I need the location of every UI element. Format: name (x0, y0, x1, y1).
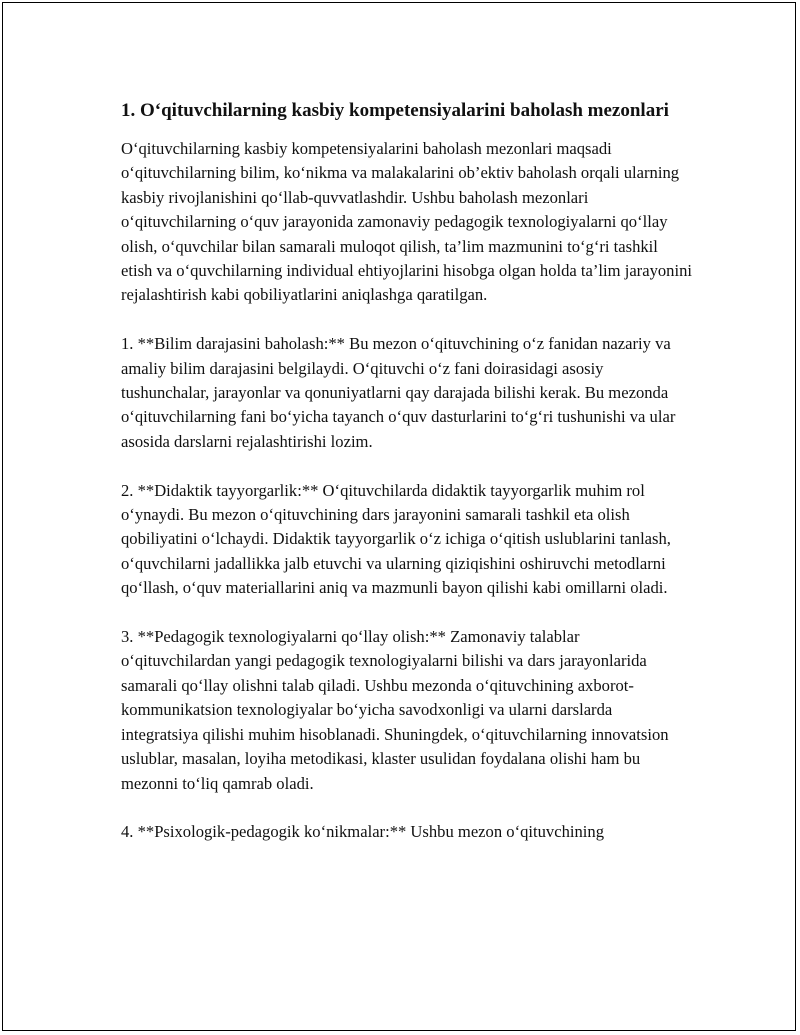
section-heading: 1. O‘qituvchilarning kasbiy kompetensiyalarini baholash mezonlari (121, 100, 669, 121)
criterion-4-paragraph: 4. **Psixologik-pedagogik ko‘nikmalar:** Ushbu mezon o‘qituvchining (121, 822, 605, 842)
criterion-3-paragraph: 3. **Pedagogik texnologiyalarni qo‘llay olish:** Zamonaviy talablar o‘qituvchilardan yangi pedagogik texnologiyalarni bilishi va dars jarayonlarida samarali qo‘llay olishni talab qiladi. Ushbu mezonda o‘qituvchining axborot-kommunikatsion texnologiyalar bo‘yicha savodxonligi va ularni darslarda integratsiya qilishi muhim hisoblanadi. Shuningdek, o‘qituvchilarning innovatsion uslublar, masalan, loyiha metodikasi, klaster usulidan foydalana olishi ham bu mezonni to‘liq qamrab oladi. (121, 627, 669, 793)
document-body (121, 97, 693, 869)
page-frame (2, 2, 796, 1031)
intro-paragraph: O‘qituvchilarning kasbiy kompetensiyalarini baholash mezonlari maqsadi o‘qituvchilarning bilim, ko‘nikma va malakalarini ob’ektiv baholash orqali ularning kasbiy rivojlanishini qo‘llab-quvvatlashdir. Ushbu baholash mezonlari o‘qituvchilarning o‘quv jarayonida zamonaviy pedagogik texnologiyalarni qo‘llay olish, o‘quvchilar bilan samarali muloqot qilish, ta’lim mazmunini to‘g‘ri tashkil etish va o‘quvchilarning individual ehtiyojlarini hisobga olgan holda ta’lim jarayonini rejalashtirish kabi qobiliyatlarini aniqlashga qaratilgan. (121, 139, 692, 305)
criterion-2-paragraph: 2. **Didaktik tayyorgarlik:** O‘qituvchilarda didaktik tayyorgarlik muhim rol o‘ynaydi. Bu mezon o‘qituvchining dars jarayonini samarali tashkil eta olish qobiliyatini o‘lchaydi. Didaktik tayyorgarlik o‘z ichiga o‘qitish uslublarini tanlash, o‘quvchilarni jadallikka jalb etuvchi va ularning qiziqishini oshiruvchi metodlarni qo‘llash, o‘quv materiallarini aniq va mazmunli bayon qilishi kabi omillarni oladi. (121, 480, 671, 598)
criterion-1-paragraph: 1. **Bilim darajasini baholash:** Bu mezon o‘qituvchining o‘z fanidan nazariy va amaliy bilim darajasini belgilaydi. O‘qituvchi o‘z fani doirasidagi asosiy tushunchalar, jarayonlar va qonuniyatlarni qay darajada bilishi kerak. Bu mezonda o‘qituvchilarning fani bo‘yicha tayanch o‘quv dasturlarini to‘g‘ri tushunishi va ular asosida darslarni rejalashtirishi lozim. (121, 334, 676, 451)
